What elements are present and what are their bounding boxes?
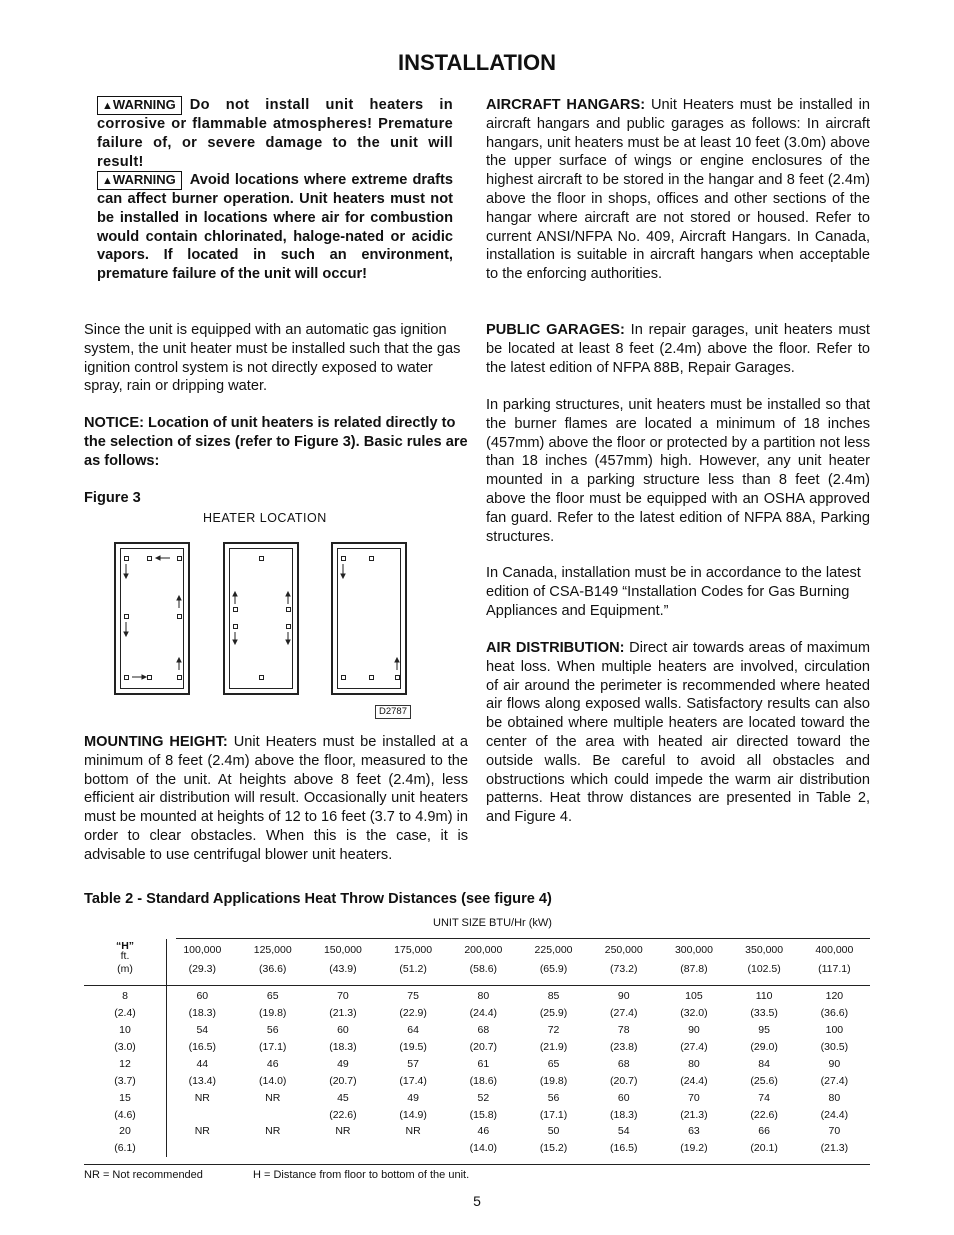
- h-header: [84, 939, 167, 961]
- throw-ft-cell: 84: [758, 1057, 770, 1070]
- height-ft: 8: [84, 988, 167, 1005]
- airflow-arrows: [225, 544, 297, 693]
- throw-ft-cell: 85: [547, 990, 560, 1003]
- airflow-arrows: [333, 544, 405, 693]
- unit-size-header: 125,000: [253, 944, 292, 956]
- throw-m-cell: (19.8): [539, 1074, 568, 1087]
- h-unit-ft: ft.: [120, 950, 130, 962]
- warning-block-1: [97, 96, 453, 171]
- heat-throw-table: [84, 939, 870, 1157]
- aircraft-hangars-paragraph: [486, 96, 870, 284]
- throw-ft-cell: 45: [337, 1091, 349, 1104]
- throw-ft-cell: NR: [265, 1125, 281, 1138]
- warning-badge: [97, 171, 182, 190]
- throw-m-cell: (27.4): [680, 1041, 708, 1053]
- throw-ft-cell: 75: [407, 990, 419, 1003]
- throw-m-cell: (18.3): [188, 1007, 217, 1020]
- table-caption: Table 2 - Standard Applications Heat Throw Distances (see figure 4): [84, 891, 552, 907]
- unit-size-kw: (29.3): [188, 963, 217, 976]
- throw-m-cell: (15.8): [469, 1108, 498, 1121]
- throw-m-cell: (20.7): [329, 1074, 357, 1087]
- throw-m-cell: [167, 1106, 238, 1123]
- throw-m-cell: (30.5): [820, 1041, 849, 1053]
- throw-ft-cell: NR: [194, 1125, 210, 1138]
- unit-size-header: 350,000: [745, 944, 784, 956]
- throw-m-cell: (14.0): [259, 1074, 287, 1087]
- throw-m-cell: (32.0): [680, 1007, 708, 1020]
- air-distribution-paragraph: [486, 639, 870, 827]
- throw-ft-cell: 120: [825, 990, 844, 1003]
- warning-label: WARNING: [112, 97, 176, 112]
- unit-size-header: 200,000: [464, 944, 503, 956]
- height-ft: 12: [84, 1055, 167, 1072]
- throw-m-cell: (23.8): [610, 1041, 638, 1053]
- table-header-rule: [84, 985, 870, 986]
- throw-m-cell: (16.5): [610, 1142, 638, 1155]
- table-row: [84, 1022, 870, 1039]
- table-unit-header: UNIT SIZE BTU/Hr (kW): [433, 917, 552, 929]
- unit-size-header: 175,000: [394, 944, 433, 956]
- throw-ft-cell: 63: [688, 1125, 700, 1138]
- throw-m-cell: (21.3): [680, 1108, 708, 1121]
- unit-size-kw: (117.1): [818, 963, 851, 976]
- height-m: (3.7): [84, 1072, 167, 1089]
- throw-m-cell: (22.6): [750, 1108, 778, 1121]
- throw-m-cell: (36.6): [820, 1007, 849, 1020]
- air-heading: AIR DISTRIBUTION:: [486, 640, 625, 656]
- height-ft: 20: [84, 1123, 167, 1140]
- garages-heading: PUBLIC GARAGES:: [486, 322, 625, 338]
- unit-size-kw: (43.9): [329, 963, 357, 976]
- throw-m-cell: (29.0): [750, 1041, 778, 1053]
- throw-m-cell: [378, 1140, 448, 1157]
- unit-size-header: 100,000: [183, 944, 222, 956]
- throw-m-cell: (14.9): [399, 1108, 427, 1121]
- throw-ft-cell: 95: [758, 1024, 770, 1037]
- throw-ft-cell: 57: [407, 1057, 419, 1070]
- mounting-height-paragraph: [84, 733, 468, 865]
- height-m: (3.0): [84, 1039, 167, 1056]
- throw-ft-cell: NR: [335, 1125, 351, 1138]
- throw-ft-cell: 54: [617, 1125, 630, 1138]
- throw-m-cell: (14.0): [469, 1142, 498, 1155]
- throw-m-cell: (25.9): [539, 1007, 568, 1020]
- page-title: INSTALLATION: [397, 50, 557, 75]
- throw-ft-cell: 78: [617, 1024, 630, 1037]
- throw-m-cell: (22.6): [329, 1108, 357, 1121]
- throw-ft-cell: 61: [477, 1057, 490, 1070]
- unit-size-header: 150,000: [323, 944, 362, 956]
- height-m: (2.4): [84, 1005, 167, 1022]
- throw-ft-cell: 44: [196, 1057, 209, 1070]
- unit-size-kw: (87.8): [680, 963, 708, 976]
- throw-ft-cell: 60: [617, 1091, 630, 1104]
- warning-block-2: [97, 171, 453, 284]
- throw-m-cell: (18.3): [329, 1041, 357, 1053]
- throw-m-cell: (24.4): [680, 1074, 708, 1087]
- table-row: [84, 1039, 870, 1056]
- throw-m-cell: (20.7): [469, 1041, 498, 1053]
- throw-m-cell: (18.6): [469, 1074, 498, 1087]
- table-row: [84, 988, 870, 1005]
- parking-paragraph: In parking structures, unit heaters must be installed so that the burner flames are located a minimum of 18 inches (457mm) above the floor or protected by a partition not less than 18 inches (457mm) high. However, any unit heater mounted in a parking structure less than 8 feet (2.4m) above the floor must be equipped with an OSHA approved fan guard. Refer to the latest edition of NFPA 88A, Parking structures.: [486, 397, 870, 545]
- throw-ft-cell: 65: [266, 990, 279, 1003]
- mounting-text: Unit Heaters must be installed at a minimum of 8 feet (2.4m) above the floor, measured to the bottom of the unit. At heights above 8 feet (2.4m), less efficient air distribution will result. Occasionally unit heaters must be mounted at heights of 12 to 16 feet (3.7 to 4.9m) in order to clear obstacles. When this is the case, it is advisable to use centrifugal blower unit heaters.: [84, 734, 468, 863]
- throw-m-cell: (21.3): [329, 1007, 357, 1020]
- throw-ft-cell: NR: [194, 1091, 210, 1104]
- throw-ft-cell: 64: [407, 1024, 419, 1037]
- throw-m-cell: (22.9): [399, 1007, 427, 1020]
- figure-title: HEATER LOCATION: [203, 511, 327, 525]
- throw-ft-cell: 66: [758, 1125, 770, 1138]
- throw-ft-cell: 80: [688, 1057, 700, 1070]
- throw-m-cell: (17.4): [399, 1074, 427, 1087]
- footnote-h: H = Distance from floor to bottom of the unit.: [253, 1169, 470, 1181]
- throw-m-cell: (15.2): [539, 1142, 568, 1155]
- unit-size-kw: (73.2): [610, 963, 638, 976]
- throw-m-cell: (19.5): [399, 1041, 427, 1053]
- aircraft-heading: AIRCRAFT HANGARS:: [486, 97, 646, 113]
- throw-ft-cell: NR: [405, 1125, 421, 1138]
- garages-text: In repair garages, unit heaters must be located at least 8 feet (2.4m) above the floor. Refer to the latest edition of NFPA 88B, Repair Garages.: [486, 322, 870, 376]
- throw-ft-cell: 50: [547, 1125, 560, 1138]
- throw-m-cell: (18.3): [610, 1108, 638, 1121]
- unit-size-header: 400,000: [815, 944, 854, 956]
- throw-m-cell: (21.3): [820, 1142, 849, 1155]
- unit-size-kw: (65.9): [539, 963, 568, 976]
- unit-size-header: 250,000: [604, 944, 643, 956]
- air-text: Direct air towards areas of maximum heat loss. When multiple heaters are involved, circulation of air around the perimeter is recommended where heated air flows along exposed walls. Satisfactory results can also be obtained where multiple heaters are located toward the center of the area with heated air directed toward the outside walls. Be careful to avoid all obstacles and obstructions which could impede the warm air distribution patterns. Heat throw distances are presented in Table 2, and Figure 4.: [486, 640, 870, 826]
- throw-m-cell: [238, 1106, 308, 1123]
- throw-m-cell: (19.2): [680, 1142, 708, 1155]
- throw-m-cell: (20.7): [610, 1074, 638, 1087]
- warning-triangle-icon: ▲: [102, 175, 113, 187]
- throw-ft-cell: 72: [547, 1024, 560, 1037]
- throw-ft-cell: 80: [828, 1091, 841, 1104]
- throw-m-cell: (27.4): [610, 1007, 638, 1020]
- throw-m-cell: (25.6): [750, 1074, 778, 1087]
- page-number: 5: [473, 1193, 481, 1209]
- warning-text: Do not install unit heaters in corrosive or flammable atmospheres! Premature failure of, or severe damage to the unit will result!: [97, 97, 453, 170]
- throw-m-cell: (33.5): [750, 1007, 778, 1020]
- throw-m-cell: [238, 1140, 308, 1157]
- unit-size-kw: (36.6): [259, 963, 287, 976]
- room-diagram-2: [223, 542, 299, 695]
- height-ft: 10: [84, 1022, 167, 1039]
- throw-m-cell: (20.1): [750, 1142, 778, 1155]
- throw-ft-cell: 110: [755, 990, 773, 1003]
- height-m: (6.1): [84, 1140, 167, 1157]
- throw-m-cell: [167, 1140, 238, 1157]
- room-diagram-3: [331, 542, 407, 695]
- warning-label: WARNING: [112, 172, 176, 187]
- throw-ft-cell: 70: [337, 990, 349, 1003]
- throw-ft-cell: 90: [828, 1057, 841, 1070]
- h-label: “H”: [115, 940, 135, 952]
- table-row: [84, 1055, 870, 1072]
- throw-m-cell: (17.1): [259, 1041, 287, 1053]
- throw-m-cell: (17.1): [539, 1108, 568, 1121]
- throw-ft-cell: 46: [477, 1125, 490, 1138]
- table-row: [84, 1140, 870, 1157]
- throw-m-cell: (21.9): [539, 1041, 568, 1053]
- throw-ft-cell: 56: [266, 1024, 279, 1037]
- aircraft-text: Unit Heaters must be installed in aircraft hangars and public garages as follows: In aircraft hangars, unit heaters must be at least 10 feet (3.0m) above the upper surface of wings or engine enclosures of the highest aircraft to be stored in the hangar and 8 feet (2.4m) above the floor in shops, offices and other sections of the hangar where aircraft are not stored or housed. Refer to current ANSI/NFPA No. 409, Aircraft Hangars. In Canada, installation is suitable in aircraft hangars when acceptable to the enforcing authorities.: [486, 97, 870, 283]
- warning-badge: [97, 96, 182, 115]
- room-diagram-1: [114, 542, 190, 695]
- unit-size-kw: (51.2): [399, 963, 427, 976]
- height-ft: 15: [84, 1089, 167, 1106]
- figure-label: Figure 3: [84, 490, 141, 506]
- throw-ft-cell: 54: [196, 1024, 209, 1037]
- table-row: [84, 1089, 870, 1106]
- unit-size-header: 300,000: [674, 944, 713, 956]
- throw-ft-cell: 105: [685, 990, 703, 1003]
- table-row: [84, 1072, 870, 1089]
- throw-ft-cell: 65: [547, 1057, 560, 1070]
- throw-ft-cell: 60: [337, 1024, 349, 1037]
- throw-m-cell: [308, 1140, 378, 1157]
- throw-m-cell: (27.4): [820, 1074, 849, 1087]
- table-row: [84, 1106, 870, 1123]
- mounting-heading: MOUNTING HEIGHT:: [84, 734, 228, 750]
- unit-size-kw: (102.5): [747, 963, 781, 976]
- throw-ft-cell: 52: [477, 1091, 490, 1104]
- figure-code: D2787: [375, 705, 411, 719]
- warning-triangle-icon: ▲: [102, 100, 113, 112]
- ignition-paragraph: Since the unit is equipped with an automatic gas ignition system, the unit heater must be installed such that the gas ignition control system is not directly exposed to water spray, rain or dripping water.: [84, 322, 461, 395]
- throw-ft-cell: NR: [265, 1091, 281, 1104]
- throw-ft-cell: 90: [617, 990, 630, 1003]
- table-row: [84, 1005, 870, 1022]
- throw-m-cell: (16.5): [188, 1041, 217, 1053]
- throw-m-cell: (19.8): [259, 1007, 287, 1020]
- throw-ft-cell: 70: [828, 1125, 841, 1138]
- table-row: [84, 1123, 870, 1140]
- throw-ft-cell: 68: [477, 1024, 490, 1037]
- public-garages-paragraph: [486, 321, 870, 377]
- airflow-arrows: [116, 544, 188, 693]
- throw-ft-cell: 90: [688, 1024, 700, 1037]
- height-m: (4.6): [84, 1106, 167, 1123]
- unit-size-header: 225,000: [534, 944, 573, 956]
- throw-m-cell: (24.4): [469, 1007, 498, 1020]
- throw-ft-cell: 60: [196, 990, 209, 1003]
- throw-m-cell: (24.4): [820, 1108, 849, 1121]
- throw-ft-cell: 74: [758, 1091, 770, 1104]
- canada-paragraph: In Canada, installation must be in accordance to the latest edition of CSA-B149 “Installation Codes for Gas Burning Appliances and Equipment.”: [486, 565, 861, 619]
- throw-ft-cell: 56: [547, 1091, 560, 1104]
- throw-ft-cell: 49: [407, 1091, 419, 1104]
- throw-ft-cell: 68: [617, 1057, 630, 1070]
- h-unit-m: (m): [84, 961, 167, 978]
- throw-ft-cell: 70: [688, 1091, 700, 1104]
- throw-ft-cell: 46: [266, 1057, 279, 1070]
- notice-paragraph: NOTICE: Location of unit heaters is related directly to the selection of sizes (refer to Figure 3). Basic rules are as follows:: [84, 415, 468, 469]
- throw-ft-cell: 80: [477, 990, 490, 1003]
- table-bottom-rule: [84, 1164, 870, 1165]
- warning-text: Avoid locations where extreme drafts can affect burner operation. Unit heaters must not be installed in locations where air for combustion would contain chlorinated, haloge-nated or acidic vapors. If located in such an environment, premature failure of the unit will occur!: [97, 172, 453, 283]
- throw-m-cell: (13.4): [188, 1074, 217, 1087]
- footnote-nr: NR = Not recommended: [84, 1169, 203, 1181]
- throw-ft-cell: 49: [337, 1057, 349, 1070]
- unit-size-kw: (58.6): [469, 963, 498, 976]
- throw-ft-cell: 100: [825, 1024, 844, 1037]
